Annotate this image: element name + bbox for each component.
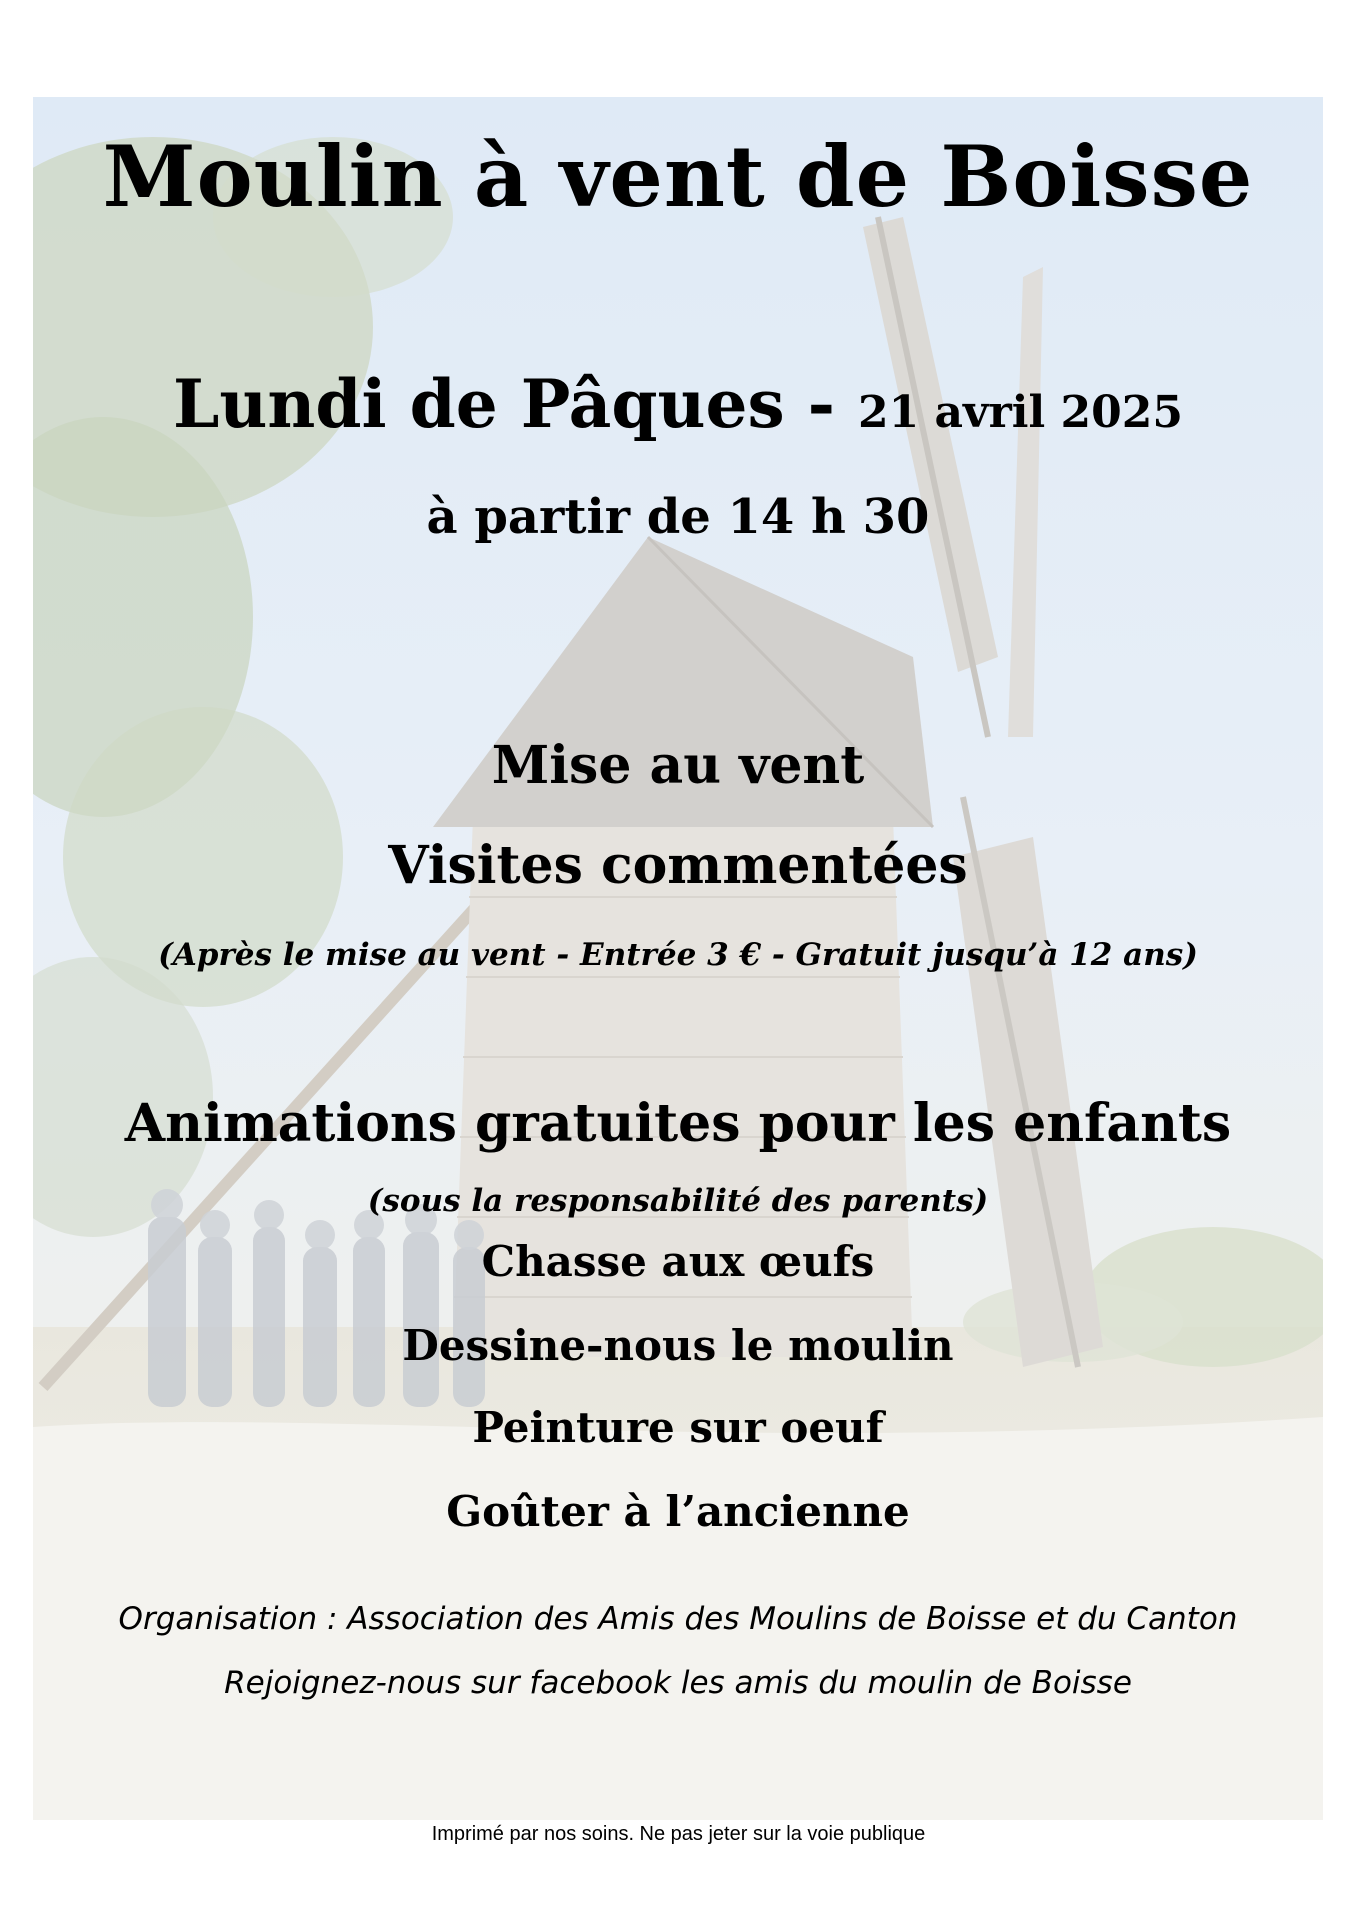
poster (33, 97, 1323, 1820)
kids-activity-item: Peinture sur oeuf (472, 1403, 884, 1452)
facebook-invitation: Rejoignez-nous sur facebook les amis du moulin de Boisse (224, 1665, 1132, 1701)
poster-title: Moulin à vent de Boisse (102, 127, 1254, 226)
kids-activity-item: Dessine-nous le moulin (402, 1321, 954, 1370)
organisation-credit: Organisation : Association des Amis des Moulins de Boisse et du Canton (118, 1601, 1238, 1637)
event-date-main: Lundi de Pâques - (173, 365, 858, 443)
kids-activity-item: Chasse aux œufs (481, 1237, 875, 1286)
kids-activity-item: Goûter à l’ancienne (446, 1487, 910, 1536)
visit-price-note: (Après le mise au vent - Entrée 3 € - Gratuit jusqu’à 12 ans) (158, 937, 1198, 973)
event-date (33, 365, 1323, 443)
kids-activities-note: (sous la responsabilité des parents) (367, 1183, 989, 1219)
event-date-detail: 21 avril 2025 (857, 387, 1183, 438)
print-notice: Imprimé par nos soins. Ne pas jeter sur la voie publique (431, 1823, 926, 1845)
kids-activities-title: Animations gratuites pour les enfants (124, 1093, 1232, 1154)
activity-item: Mise au vent (491, 735, 865, 796)
event-start-time: à partir de 14 h 30 (426, 489, 930, 545)
activity-item: Visites commentées (388, 835, 968, 896)
